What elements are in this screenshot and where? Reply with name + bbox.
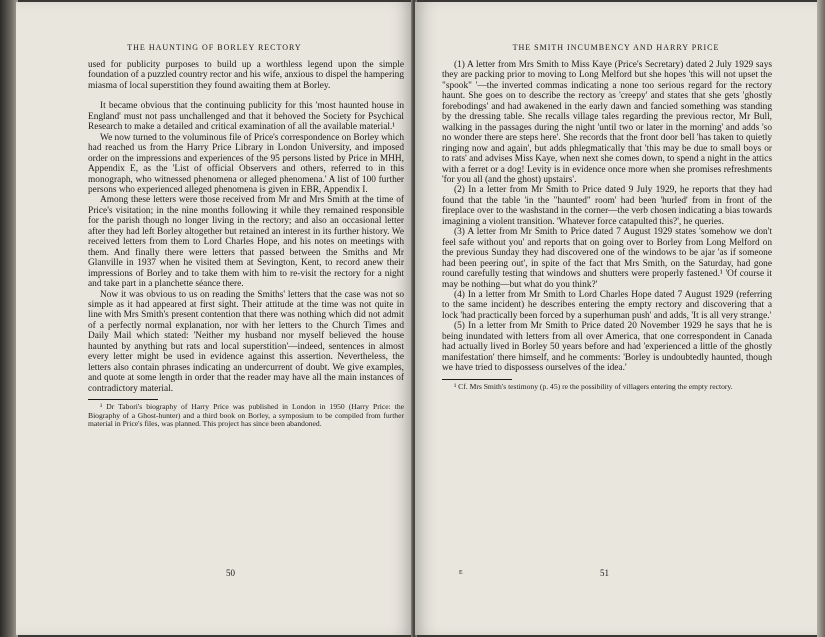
- right-body-text: [442, 60, 772, 391]
- left-running-head: THE HAUNTING OF BORLEY RECTORY: [127, 43, 302, 52]
- left-paragraph-5: Now it was obvious to us on reading the Smiths' letters that the case was not so simple as it had appeared at first sight. Their attitude at the time was not quite in line with Mrs Smith's present contention that there was nothing which did not admit of a perfectly normal explanation, nor with her letters to the Church Times and Daily Mail which stated: 'Neither my husband nor myself believed the house haunted by anything but rats and local superstition'—indeed, sentences in almost every letter might be used in evidence against this assertion. Nevertheless, the letters also contain phrases indicating an undercurrent of doubt. We give examples, and quote at some length in order that the reader may have all the main instances of contradictory material.: [88, 289, 404, 394]
- left-paragraph-2: It became obvious that the continuing publicity for this 'most haunted house in England' must not pass unchallenged and that it behoved the Society for Psychical Research to make a detailed and critical examination of all the available material.¹: [88, 101, 404, 133]
- left-paragraph-1: used for publicity purposes to build up a worthless legend upon the simple foundation of a puzzled country rector and his wife, anxious to dispel the hampering miasma of local superstition they found awaiting them at Borley.: [88, 60, 404, 91]
- footnote-rule: [88, 399, 158, 400]
- right-paragraph-5: (5) In a letter from Mr Smith to Price dated 20 November 1929 he says that he is being inundated with letters from all over America, that one correspondent in Canada had actually lived in Borley 50 years before and had 'experienced a little of the ghostly manifestation' there himself, and he comments: 'Borley is undoubtedly haunted, though we have tried to dispossess ourselves of the idea.': [442, 321, 772, 374]
- right-page-number: 51: [600, 568, 609, 578]
- left-paragraph-4: Among these letters were those received from Mr and Mrs Smith at the time of Price's visitation; in the nine months following it while they remained responsible for the parish though no longer living in the rectory; and also an occasional letter after they had left Borley altogether but retained an interest in its further history. We received letters from them to Lord Charles Hope, and his notes on meetings with them. And finally there were letters that passed between the Smiths and Mr Glanville in 1937 when he visited them at Sevington, Kent, to record anew their impressions of Borley and to take them with him to re-visit the rectory for a night and take part in a planchette séance there.: [88, 195, 404, 290]
- left-footnote: ¹ Dr Tabori's biography of Harry Price was published in London in 1950 (Harry Price: the Biography of a Ghost-hunter) and a third book on Borley, a symposium to be compiled from further material in Price's files, was planned. This project has since been abandoned.: [88, 402, 404, 429]
- right-paragraph-1: (1) A letter from Mrs Smith to Miss Kaye (Price's Secretary) dated 2 July 1929 says they are packing prior to moving to Long Melford but she hopes 'this will not upset the "spook" '—the inverted commas indicating a none too serious regard for the rectory haunt. She goes on to describe the rectory as 'creepy' and states that she gets 'ghostly forebodings' and had awakened in the early dawn and fancied something was standing by the dressing table. She recalls village tales regarding the previous rector, Mr Bull, walking in the passages during the night 'until two or later in the morning' and adds 'so no wonder there are steps here'. She records that the front door bell 'has taken to quietly ringing now and again', but adds phlegmatically that 'this may be due to small boys or to rats' and advises Miss Kaye, when next she comes down, to spend a night in the attics with a ferret or a dog! Levity is in evidence once more when she promises refreshments 'for you all (and the ghost) upstairs'.: [442, 60, 772, 185]
- right-paragraph-2: (2) In a letter from Mr Smith to Price dated 9 July 1929, he reports that they had found that the table 'in the "haunted" room' had been 'hurled' from in front of the fireplace over to the washstand in the corner—the verb chosen indicating a bias towards imagining a violent transition. 'Whatever force catapulted this?', he queries.: [442, 185, 772, 227]
- left-body-text: [88, 60, 404, 429]
- right-paragraph-3: (3) A letter from Mr Smith to Price dated 7 August 1929 states 'somehow we don't feel safe without you' and reports that on going over to Borley from Long Melford on the previous Sunday they had discovered one of the windows to be ajar 'as if someone had been peering out', in spite of the fact that Mrs Smith, on the Saturday, had gone round carefully testing that windows and shutters were properly fastened.¹ 'Of course it may be nothing—but what do you think?': [442, 227, 772, 290]
- right-running-head: THE SMITH INCUMBENCY AND HARRY PRICE: [512, 43, 720, 52]
- book-edge-right: [817, 0, 825, 637]
- right-footnote: ¹ Cf. Mrs Smith's testimony (p. 45) re the possibility of villagers entering the empty rectory.: [454, 381, 733, 391]
- signature-mark: E: [459, 570, 463, 576]
- left-page: [16, 2, 413, 635]
- right-page: [415, 2, 817, 635]
- footnote-rule: [442, 379, 512, 380]
- right-paragraph-4: (4) In a letter from Mr Smith to Lord Charles Hope dated 7 August 1929 (referring to the same incident) he describes entering the empty rectory and discovering that a lock 'had practically been forced by a superhuman push' and adds, 'It is all very strange.': [442, 289, 772, 321]
- left-page-number: 50: [226, 568, 235, 578]
- left-paragraph-3: We now turned to the voluminous file of Price's correspondence on Borley which had reached us from the Harry Price Library in London University, and imposed order on the impressions and experiences of the 95 persons listed by Price in MHH, Appendix E, as the 'List of official Observers and others, referred to in this monograph, who witnessed phenomena or alleged phenomena.' A list of 100 further persons who experienced alleged phenomena is given in EBR, Appendix I.: [88, 132, 405, 195]
